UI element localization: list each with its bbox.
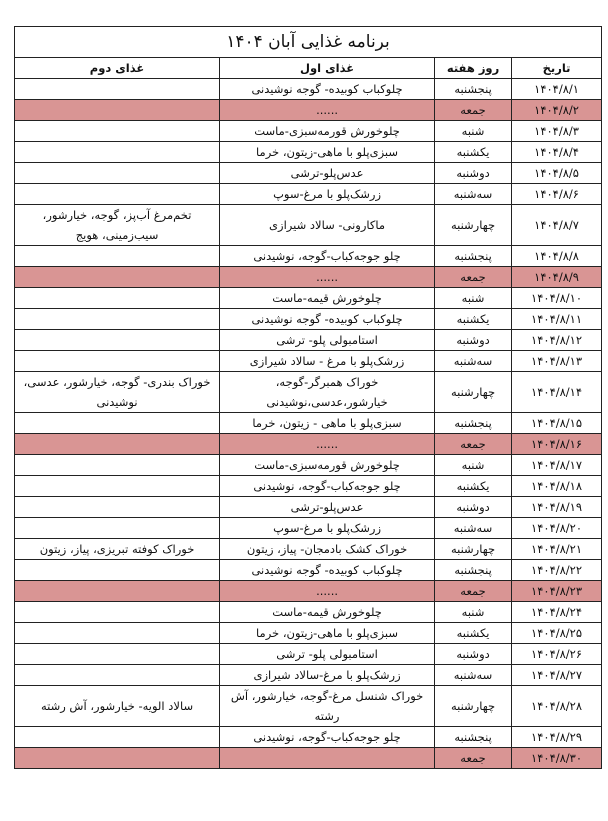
food2-cell xyxy=(15,184,220,205)
date-cell: ۱۴۰۴/۸/۲۵ xyxy=(512,623,602,644)
food2-cell xyxy=(15,748,220,769)
food1-cell: خوراک کشک بادمجان- پیاز، زیتون xyxy=(220,539,435,560)
table-row-friday xyxy=(15,434,602,455)
table-row xyxy=(15,351,602,372)
day-cell: چهارشنبه xyxy=(435,205,512,246)
title-row xyxy=(15,27,602,58)
food1-cell: چلو جوجه‌کباب-گوجه، نوشیدنی xyxy=(220,476,435,497)
date-cell: ۱۴۰۴/۸/۷ xyxy=(512,205,602,246)
food2-cell xyxy=(15,121,220,142)
header-date: تاریخ xyxy=(512,58,602,79)
food2-cell xyxy=(15,727,220,748)
food1-cell: سبزی‌پلو با ماهی-زیتون، خرما xyxy=(220,623,435,644)
table-row xyxy=(15,246,602,267)
food1-cell: ...... xyxy=(220,267,435,288)
food2-cell xyxy=(15,267,220,288)
date-cell: ۱۴۰۴/۸/۵ xyxy=(512,163,602,184)
table-body xyxy=(15,79,602,769)
food2-cell xyxy=(15,79,220,100)
date-cell: ۱۴۰۴/۸/۲۸ xyxy=(512,686,602,727)
food1-cell: خوراک همبرگر-گوجه، خیارشور،عدسی،نوشیدنی xyxy=(220,372,435,413)
food2-cell xyxy=(15,644,220,665)
date-cell: ۱۴۰۴/۸/۱۷ xyxy=(512,455,602,476)
food2-cell xyxy=(15,581,220,602)
table-row xyxy=(15,413,602,434)
table-row xyxy=(15,309,602,330)
day-cell: شنبه xyxy=(435,121,512,142)
food2-cell xyxy=(15,163,220,184)
food1-cell: چلو جوجه‌کباب-گوجه، نوشیدنی xyxy=(220,727,435,748)
table-row-friday xyxy=(15,581,602,602)
day-cell: یکشنبه xyxy=(435,309,512,330)
food1-cell: چلوکباب کوبیده- گوجه نوشیدنی xyxy=(220,560,435,581)
table-row xyxy=(15,288,602,309)
food1-cell: چلوکباب کوبیده- گوجه نوشیدنی xyxy=(220,79,435,100)
day-cell: سه‌شنبه xyxy=(435,351,512,372)
food1-cell xyxy=(220,748,435,769)
food1-cell: ...... xyxy=(220,100,435,121)
food1-cell: ماکارونی- سالاد شیرازی xyxy=(220,205,435,246)
food2-cell xyxy=(15,330,220,351)
table-row xyxy=(15,665,602,686)
food2-cell xyxy=(15,518,220,539)
food2-cell xyxy=(15,497,220,518)
table-row xyxy=(15,497,602,518)
date-cell: ۱۴۰۴/۸/۲۱ xyxy=(512,539,602,560)
day-cell: شنبه xyxy=(435,602,512,623)
day-cell: یکشنبه xyxy=(435,476,512,497)
food2-cell xyxy=(15,142,220,163)
date-cell: ۱۴۰۴/۸/۱۲ xyxy=(512,330,602,351)
food1-cell: زرشک‌پلو با مرغ - سالاد شیرازی xyxy=(220,351,435,372)
food1-cell: ...... xyxy=(220,581,435,602)
food1-cell: چلوخورش قیمه-ماست xyxy=(220,288,435,309)
table-row xyxy=(15,330,602,351)
day-cell: چهارشنبه xyxy=(435,539,512,560)
day-cell: چهارشنبه xyxy=(435,372,512,413)
date-cell: ۱۴۰۴/۸/۱۵ xyxy=(512,413,602,434)
date-cell: ۱۴۰۴/۸/۱۳ xyxy=(512,351,602,372)
table-row xyxy=(15,623,602,644)
table-row-friday xyxy=(15,267,602,288)
food2-cell xyxy=(15,246,220,267)
table-row xyxy=(15,476,602,497)
day-cell: دوشنبه xyxy=(435,330,512,351)
date-cell: ۱۴۰۴/۸/۲۳ xyxy=(512,581,602,602)
day-cell: دوشنبه xyxy=(435,163,512,184)
food1-cell: چلوکباب کوبیده- گوجه نوشیدنی xyxy=(220,309,435,330)
date-cell: ۱۴۰۴/۸/۸ xyxy=(512,246,602,267)
date-cell: ۱۴۰۴/۸/۲ xyxy=(512,100,602,121)
food1-cell: عدس‌پلو-ترشی xyxy=(220,497,435,518)
table-row xyxy=(15,142,602,163)
date-cell: ۱۴۰۴/۸/۱۱ xyxy=(512,309,602,330)
table-row xyxy=(15,205,602,246)
food1-cell: ...... xyxy=(220,434,435,455)
date-cell: ۱۴۰۴/۸/۲۶ xyxy=(512,644,602,665)
table-row xyxy=(15,163,602,184)
date-cell: ۱۴۰۴/۸/۲۹ xyxy=(512,727,602,748)
day-cell: دوشنبه xyxy=(435,497,512,518)
food1-cell: چلوخورش قیمه-ماست xyxy=(220,602,435,623)
day-cell: دوشنبه xyxy=(435,644,512,665)
food2-cell: خوراک بندری- گوجه، خیارشور، عدسی، نوشیدنی xyxy=(15,372,220,413)
date-cell: ۱۴۰۴/۸/۱ xyxy=(512,79,602,100)
day-cell: پنجشنبه xyxy=(435,246,512,267)
food2-cell xyxy=(15,623,220,644)
table-row xyxy=(15,644,602,665)
food2-cell xyxy=(15,434,220,455)
table-row-friday xyxy=(15,100,602,121)
food1-cell: عدس‌پلو-ترشی xyxy=(220,163,435,184)
food2-cell: سالاد الویه- خیارشور، آش رشته xyxy=(15,686,220,727)
table-row xyxy=(15,686,602,727)
date-cell: ۱۴۰۴/۸/۱۸ xyxy=(512,476,602,497)
food2-cell xyxy=(15,413,220,434)
food1-cell: چلوخورش قورمه‌سبزی-ماست xyxy=(220,121,435,142)
food2-cell xyxy=(15,351,220,372)
day-cell: جمعه xyxy=(435,267,512,288)
food1-cell: استامبولی پلو- ترشی xyxy=(220,644,435,665)
date-cell: ۱۴۰۴/۸/۲۲ xyxy=(512,560,602,581)
date-cell: ۱۴۰۴/۸/۴ xyxy=(512,142,602,163)
header-day: روز هفته xyxy=(435,58,512,79)
food2-cell xyxy=(15,665,220,686)
date-cell: ۱۴۰۴/۸/۳ xyxy=(512,121,602,142)
date-cell: ۱۴۰۴/۸/۳۰ xyxy=(512,748,602,769)
day-cell: شنبه xyxy=(435,288,512,309)
date-cell: ۱۴۰۴/۸/۱۰ xyxy=(512,288,602,309)
header-food1: غذای اول xyxy=(220,58,435,79)
table-row xyxy=(15,184,602,205)
food2-cell xyxy=(15,288,220,309)
day-cell: سه‌شنبه xyxy=(435,184,512,205)
food1-cell: سبزی‌پلو با ماهی-زیتون، خرما xyxy=(220,142,435,163)
food1-cell: چلو جوجه‌کباب-گوجه، نوشیدنی xyxy=(220,246,435,267)
food1-cell: خوراک شنسل مرغ-گوجه، خیارشور، آش رشته xyxy=(220,686,435,727)
table-row xyxy=(15,518,602,539)
table-row-friday xyxy=(15,748,602,769)
day-cell: یکشنبه xyxy=(435,142,512,163)
day-cell: شنبه xyxy=(435,455,512,476)
table-row xyxy=(15,602,602,623)
date-cell: ۱۴۰۴/۸/۲۰ xyxy=(512,518,602,539)
date-cell: ۱۴۰۴/۸/۱۶ xyxy=(512,434,602,455)
food2-cell xyxy=(15,100,220,121)
day-cell: پنجشنبه xyxy=(435,727,512,748)
day-cell: جمعه xyxy=(435,748,512,769)
day-cell: پنجشنبه xyxy=(435,79,512,100)
day-cell: پنجشنبه xyxy=(435,413,512,434)
food2-cell xyxy=(15,476,220,497)
food1-cell: استامبولی پلو- ترشی xyxy=(220,330,435,351)
header-row xyxy=(15,58,602,79)
food1-cell: زرشک‌پلو با مرغ-سوپ xyxy=(220,184,435,205)
date-cell: ۱۴۰۴/۸/۲۴ xyxy=(512,602,602,623)
food2-cell: تخم‌مرغ آب‌پز، گوجه، خیارشور، سیب‌زمینی، هویج xyxy=(15,205,220,246)
day-cell: چهارشنبه xyxy=(435,686,512,727)
table-row xyxy=(15,79,602,100)
day-cell: جمعه xyxy=(435,100,512,121)
header-food2: غذای دوم xyxy=(15,58,220,79)
date-cell: ۱۴۰۴/۸/۱۹ xyxy=(512,497,602,518)
date-cell: ۱۴۰۴/۸/۹ xyxy=(512,267,602,288)
food2-cell xyxy=(15,309,220,330)
day-cell: پنجشنبه xyxy=(435,560,512,581)
food2-cell xyxy=(15,560,220,581)
table-row xyxy=(15,560,602,581)
table-row xyxy=(15,539,602,560)
day-cell: یکشنبه xyxy=(435,623,512,644)
food1-cell: زرشک‌پلو با مرغ-سالاد شیرازی xyxy=(220,665,435,686)
table-row xyxy=(15,727,602,748)
date-cell: ۱۴۰۴/۸/۱۴ xyxy=(512,372,602,413)
food2-cell: خوراک کوفته تبریزی، پیاز، زیتون xyxy=(15,539,220,560)
date-cell: ۱۴۰۴/۸/۲۷ xyxy=(512,665,602,686)
day-cell: سه‌شنبه xyxy=(435,665,512,686)
day-cell: سه‌شنبه xyxy=(435,518,512,539)
food2-cell xyxy=(15,455,220,476)
page-title: برنامه غذایی آبان ۱۴۰۴ xyxy=(15,27,602,58)
table-row xyxy=(15,372,602,413)
food1-cell: چلوخورش قورمه‌سبزی-ماست xyxy=(220,455,435,476)
table-row xyxy=(15,455,602,476)
table-row xyxy=(15,121,602,142)
day-cell: جمعه xyxy=(435,581,512,602)
food-schedule-table xyxy=(14,26,602,769)
day-cell: جمعه xyxy=(435,434,512,455)
food1-cell: سبزی‌پلو با ماهی - زیتون، خرما xyxy=(220,413,435,434)
date-cell: ۱۴۰۴/۸/۶ xyxy=(512,184,602,205)
food1-cell: زرشک‌پلو با مرغ-سوپ xyxy=(220,518,435,539)
food2-cell xyxy=(15,602,220,623)
